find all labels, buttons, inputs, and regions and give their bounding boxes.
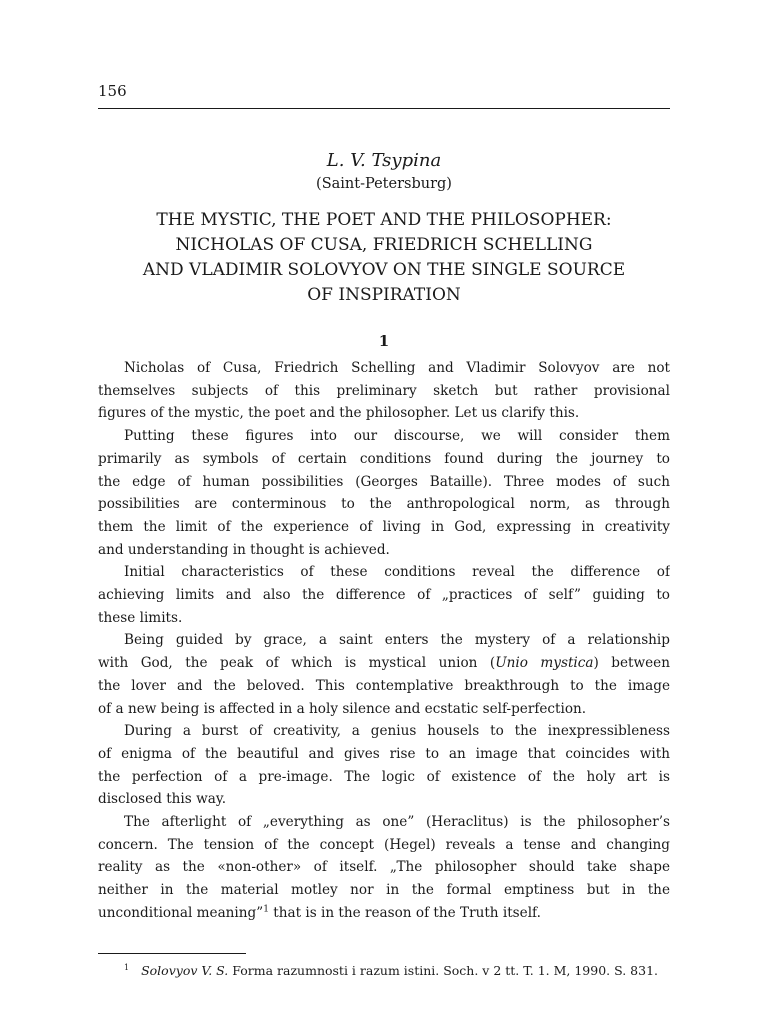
text-segment: ) between <box>593 655 670 672</box>
title-line: OF INSPIRATION <box>307 285 461 305</box>
text-line: concern. The tension of the concept (Hegel) reveals a tense and changing <box>98 836 670 853</box>
text-line: of enigma of the beautiful and gives rise to an image that coincides with <box>98 745 670 762</box>
text-line: During a burst of creativity, a genius housels to the inexpressibleness <box>124 723 670 740</box>
page-number: 156 <box>98 82 127 100</box>
footnote-rule <box>98 953 246 954</box>
footnote-author: Solovyov V. S. <box>141 963 229 979</box>
text-line: The afterlight of „everything as one” (Heraclitus) is the philosopher’s <box>124 814 670 831</box>
paragraph <box>98 561 670 629</box>
text-line: and understanding in thought is achieved. <box>98 541 390 558</box>
author-name: L. V. Tsypina <box>326 150 442 171</box>
text-line: the edge of human possibilities (Georges Bataille). Three modes of such <box>98 473 670 490</box>
paragraph <box>98 629 670 720</box>
header-rule <box>98 108 670 109</box>
text-segment: that is in the reason of the Truth itself. <box>268 904 541 921</box>
text-line <box>98 902 670 925</box>
article-title <box>98 208 670 308</box>
section-number: 1 <box>378 332 390 350</box>
text-line: them the limit of the experience of living in God, expressing in creativity <box>98 518 670 535</box>
text-line: of a new being is affected in a holy silence and ecstatic self-perfection. <box>98 700 587 717</box>
text-line: primarily as symbols of certain conditions found during the journey to <box>98 450 670 467</box>
text-line: reality as the «non-other» of itself. „The philosopher should take shape <box>98 859 670 876</box>
paragraph <box>98 811 670 925</box>
text-line: figures of the mystic, the poet and the philosopher. Let us clarify this. <box>98 405 580 422</box>
paper-page <box>98 0 670 1024</box>
title-line: THE MYSTIC, THE POET AND THE PHILOSOPHER: <box>156 210 612 230</box>
footnote <box>124 958 670 981</box>
text-segment: unconditional meaning” <box>98 904 264 921</box>
paragraph <box>98 425 670 561</box>
text-line: Putting these figures into our discourse, we will consider them <box>124 428 670 445</box>
text-line: neither in the material motley nor in the formal emptiness but in the <box>98 882 670 899</box>
text-line: the lover and the beloved. This contemplative breakthrough to the image <box>98 677 670 694</box>
text-line: the perfection of a pre-image. The logic of existence of the holy art is <box>98 768 670 785</box>
text-line: these limits. <box>98 609 183 626</box>
italic-term: Unio mystica <box>495 655 594 672</box>
title-line: NICHOLAS OF CUSA, FRIEDRICH SCHELLING <box>175 235 593 255</box>
footnote-reference: 1 <box>263 904 269 915</box>
author-affiliation: (Saint-Petersburg) <box>316 176 452 192</box>
text-segment: with God, the peak of which is mystical union ( <box>98 655 496 672</box>
text-line: Nicholas of Cusa, Friedrich Schelling and Vladimir Solovyov are not <box>124 360 670 376</box>
body-text <box>98 357 670 925</box>
footnote-mark: 1 <box>124 963 130 972</box>
paragraph <box>98 720 670 811</box>
paragraph <box>98 357 670 425</box>
title-line: AND VLADIMIR SOLOVYOV ON THE SINGLE SOURCE <box>142 260 626 280</box>
text-line: achieving limits and also the difference of „practices of self” guiding to <box>98 587 670 604</box>
footnote-text: Forma razumnosti i razum istini. Soch. v 2 tt. T. 1. M, 1990. S. 831. <box>228 963 659 979</box>
text-line <box>98 652 670 675</box>
text-line: Being guided by grace, a saint enters the mystery of a relationship <box>124 632 670 649</box>
text-line: Initial characteristics of these conditions reveal the difference of <box>124 564 670 581</box>
text-line: themselves subjects of this preliminary sketch but rather provisional <box>98 382 670 399</box>
text-line: possibilities are conterminous to the anthropological norm, as through <box>98 496 670 513</box>
text-line: disclosed this way. <box>98 791 227 808</box>
